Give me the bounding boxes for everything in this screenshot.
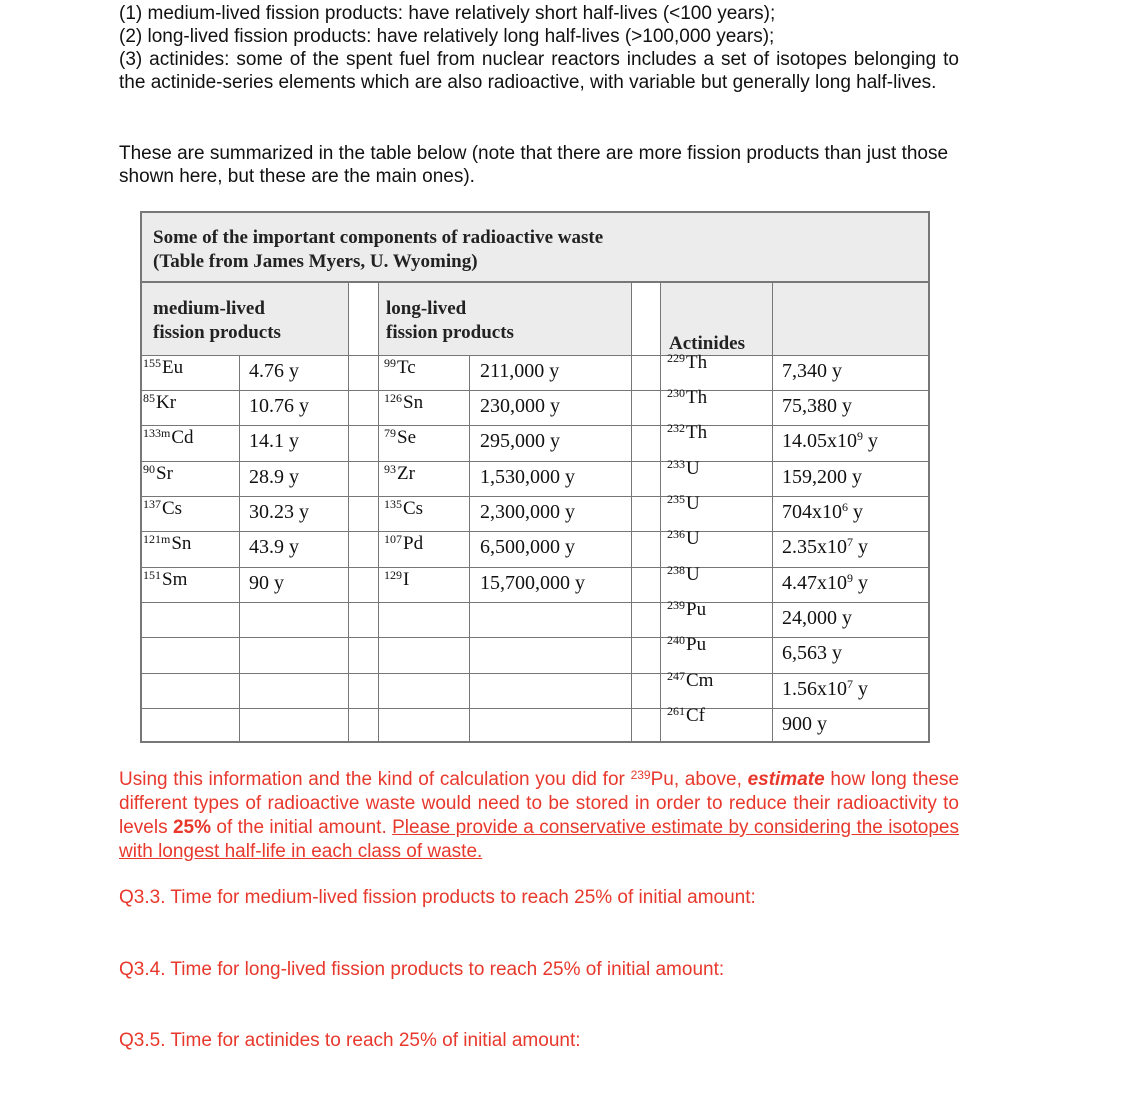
element-symbol: Sr xyxy=(156,463,173,484)
mass-number: 239 xyxy=(667,598,685,612)
mass-number: 155 xyxy=(143,356,161,370)
question-q3-3: Q3.3. Time for medium-lived fission products to reach 25% of initial amount: xyxy=(119,887,756,908)
mass-number: 99 xyxy=(384,356,396,370)
element-symbol: U xyxy=(686,493,700,514)
question-text-2: Pu, above, xyxy=(650,769,748,790)
element-symbol: U xyxy=(686,564,700,585)
question-text-1: Using this information and the kind of calculation you did for xyxy=(119,769,631,790)
mass-number: 151 xyxy=(143,568,161,582)
mass-number: 133m xyxy=(143,426,171,440)
isotope-cell xyxy=(384,533,423,555)
isotope-cell xyxy=(667,599,706,621)
row-divider xyxy=(142,461,928,462)
half-life-cell: 90 y xyxy=(249,572,284,594)
mass-number: 90 xyxy=(143,462,155,476)
column-divider xyxy=(469,355,470,743)
element-symbol: Pd xyxy=(403,533,424,554)
isotope-cell xyxy=(143,569,187,591)
half-life-cell: 6,563 y xyxy=(782,642,842,664)
half-life-exponent: 7 xyxy=(847,535,853,549)
isotope-cell xyxy=(143,392,176,414)
isotope-cell xyxy=(667,528,700,550)
half-life-cell xyxy=(782,536,868,559)
question-percent: 25% xyxy=(172,817,211,838)
half-life-exponent: 9 xyxy=(857,429,863,443)
question-q3-5: Q3.5. Time for actinides to reach 25% of initial amount: xyxy=(119,1030,581,1051)
half-life-cell: 6,500,000 y xyxy=(480,536,575,558)
mass-number: 85 xyxy=(143,391,155,405)
element-symbol: Th xyxy=(686,352,708,373)
half-life-exponent: 6 xyxy=(842,500,848,514)
mass-number: 229 xyxy=(667,351,685,365)
mass-number: 232 xyxy=(667,421,685,435)
element-symbol: Th xyxy=(686,387,708,408)
half-life-unit: y xyxy=(853,536,868,558)
row-divider xyxy=(142,637,928,638)
mass-number: 121m xyxy=(143,532,171,546)
question-underlined: Please provide a conservative estimate by considering the isotopes with longest half-life in each class of waste. xyxy=(119,817,959,862)
header-long-2: fission products xyxy=(386,322,514,343)
half-life-cell xyxy=(782,501,863,524)
isotope-cell xyxy=(667,387,707,409)
element-symbol: U xyxy=(686,458,700,479)
half-life-unit: y xyxy=(853,678,868,700)
mass-number: 79 xyxy=(384,426,396,440)
column-divider xyxy=(631,283,632,743)
question-paragraph xyxy=(119,768,959,864)
isotope-cell xyxy=(384,463,415,485)
mass-number: 247 xyxy=(667,669,685,683)
mass-number: 240 xyxy=(667,633,685,647)
half-life-cell: 211,000 y xyxy=(480,360,560,382)
question-q3-4: Q3.4. Time for long-lived fission products to reach 25% of initial amount: xyxy=(119,959,725,980)
half-life-unit: y xyxy=(848,501,863,523)
isotope-cell xyxy=(384,357,416,379)
mass-number: 93 xyxy=(384,462,396,476)
half-life-unit: y xyxy=(863,430,878,452)
question-text-3: how long these different types of radioactive waste would need to be stored in order to reduce their radioactivity to levels xyxy=(119,769,960,838)
row-divider xyxy=(142,708,928,709)
element-symbol: Tc xyxy=(397,357,416,378)
element-symbol: U xyxy=(686,528,700,549)
waste-table xyxy=(140,211,930,743)
row-divider xyxy=(142,425,928,426)
half-life-cell: 159,200 y xyxy=(782,466,862,488)
isotope-cell xyxy=(667,705,705,727)
mass-number: 230 xyxy=(667,386,685,400)
half-life-cell: 10.76 y xyxy=(249,395,309,417)
isotope-cell xyxy=(143,498,182,520)
intro-item-1: (1) medium-lived fission products: have relatively short half-lives (<100 years); xyxy=(119,3,776,24)
question-superscript: 239 xyxy=(630,768,651,782)
header-medium-1: medium-lived xyxy=(153,298,265,319)
half-life-base: 2.35x10 xyxy=(782,536,847,558)
row-divider xyxy=(142,602,928,603)
half-life-cell: 24,000 y xyxy=(782,607,852,629)
mass-number: 236 xyxy=(667,527,685,541)
half-life-base: 4.47x10 xyxy=(782,572,847,594)
mass-number: 137 xyxy=(143,497,161,511)
half-life-base: 14.05x10 xyxy=(782,430,857,452)
element-symbol: Cf xyxy=(686,705,705,726)
header-medium-2: fission products xyxy=(153,322,281,343)
half-life-cell: 43.9 y xyxy=(249,536,299,558)
column-divider xyxy=(772,283,773,743)
caption-line-2: (Table from James Myers, U. Wyoming) xyxy=(153,251,478,272)
half-life-cell: 295,000 y xyxy=(480,430,560,452)
half-life-cell: 28.9 y xyxy=(249,466,299,488)
question-text-4: of the initial amount. xyxy=(211,817,393,838)
column-divider xyxy=(239,355,240,743)
element-symbol: Kr xyxy=(156,392,177,413)
mass-number: 135 xyxy=(384,497,402,511)
row-divider xyxy=(142,355,928,356)
mass-number: 235 xyxy=(667,492,685,506)
isotope-cell xyxy=(667,422,707,444)
mass-number: 129 xyxy=(384,568,402,582)
isotope-cell xyxy=(667,670,713,692)
mass-number: 126 xyxy=(384,391,402,405)
isotope-cell xyxy=(667,458,700,480)
mass-number: 233 xyxy=(667,457,685,471)
isotope-cell xyxy=(384,569,409,591)
column-divider xyxy=(660,283,661,743)
row-divider xyxy=(142,390,928,391)
element-symbol: Sn xyxy=(171,533,192,554)
intro-list xyxy=(119,2,959,94)
half-life-cell: 75,380 y xyxy=(782,395,852,417)
isotope-cell xyxy=(384,427,416,449)
half-life-cell: 7,340 y xyxy=(782,360,842,382)
isotope-cell xyxy=(143,427,194,449)
element-symbol: Cs xyxy=(162,498,183,519)
isotope-cell xyxy=(143,357,183,379)
half-life-cell: 4.76 y xyxy=(249,360,299,382)
element-symbol: I xyxy=(403,569,410,590)
element-symbol: Zr xyxy=(397,463,415,484)
element-symbol: Th xyxy=(686,422,708,443)
element-symbol: Pu xyxy=(686,634,707,655)
isotope-cell xyxy=(667,634,706,656)
isotope-cell xyxy=(384,392,423,414)
element-symbol: Pu xyxy=(686,599,707,620)
half-life-unit: y xyxy=(853,572,868,594)
half-life-exponent: 9 xyxy=(847,571,853,585)
row-divider xyxy=(142,531,928,532)
half-life-cell: 30.23 y xyxy=(249,501,309,523)
element-symbol: Sm xyxy=(162,569,188,590)
header-actinides: Actinides xyxy=(669,333,745,354)
half-life-cell xyxy=(782,572,868,595)
element-symbol: Cm xyxy=(686,670,714,691)
row-divider xyxy=(142,673,928,674)
half-life-base: 704x10 xyxy=(782,501,842,523)
half-life-cell xyxy=(782,430,878,453)
row-divider xyxy=(142,567,928,568)
table-caption xyxy=(142,213,928,283)
intro-item-2: (2) long-lived fission products: have relatively long half-lives (>100,000 years); xyxy=(119,26,775,47)
element-symbol: Cd xyxy=(171,427,194,448)
isotope-cell xyxy=(384,498,423,520)
question-estimate: estimate xyxy=(747,769,825,790)
half-life-exponent: 7 xyxy=(847,677,853,691)
half-life-cell xyxy=(782,678,868,701)
caption-line-1: Some of the important components of radioactive waste xyxy=(153,227,604,248)
column-divider xyxy=(348,283,349,743)
half-life-base: 1.56x10 xyxy=(782,678,847,700)
isotope-cell xyxy=(143,533,191,555)
element-symbol: Se xyxy=(397,427,416,448)
half-life-cell: 14.1 y xyxy=(249,430,299,452)
half-life-cell: 900 y xyxy=(782,713,827,735)
half-life-cell: 230,000 y xyxy=(480,395,560,417)
mass-number: 238 xyxy=(667,563,685,577)
mass-number: 107 xyxy=(384,532,402,546)
summary-paragraph: These are summarized in the table below (note that there are more fission products than just those shown here, but these are the main ones). xyxy=(119,143,949,187)
column-divider xyxy=(378,283,379,743)
element-symbol: Sn xyxy=(403,392,424,413)
isotope-cell xyxy=(667,352,707,374)
element-symbol: Cs xyxy=(403,498,424,519)
half-life-cell: 1,530,000 y xyxy=(480,466,575,488)
mass-number: 261 xyxy=(667,704,685,718)
isotope-cell xyxy=(667,493,700,515)
element-symbol: Eu xyxy=(162,357,184,378)
isotope-cell xyxy=(667,564,700,586)
header-long-1: long-lived xyxy=(386,298,467,319)
isotope-cell xyxy=(143,463,173,485)
row-divider xyxy=(142,496,928,497)
half-life-cell: 2,300,000 y xyxy=(480,501,575,523)
half-life-cell: 15,700,000 y xyxy=(480,572,585,594)
intro-item-3: (3) actinides: some of the spent fuel from nuclear reactors includes a set of isotopes belonging to the actinide-series elements which are also radioactive, with variable but generally long half-lives. xyxy=(119,49,959,93)
